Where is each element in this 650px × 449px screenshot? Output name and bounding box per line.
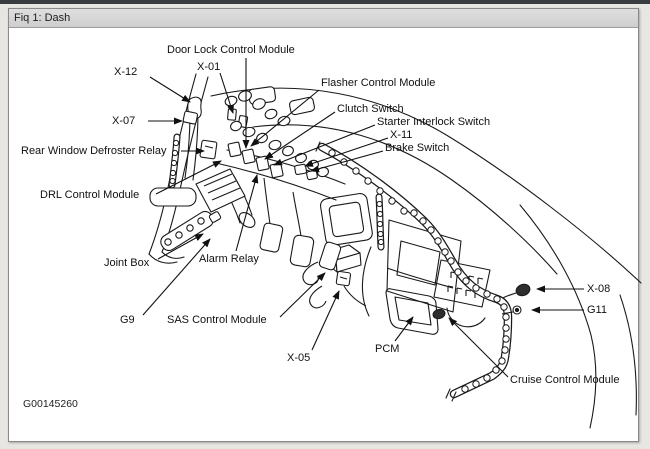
label-starter-interlock-switch: Starter Interlock Switch	[377, 116, 491, 128]
label-clutch-switch: Clutch Switch	[337, 103, 404, 115]
label-drl-control-module: DRL Control Module	[40, 189, 140, 201]
label-x08: X-08	[587, 283, 611, 295]
label-x07: X-07	[112, 115, 136, 127]
label-x12: X-12	[114, 66, 138, 78]
window-top-bar	[0, 0, 650, 4]
label-flasher-control-module: Flasher Control Module	[321, 77, 436, 89]
label-x01: X-01	[197, 61, 221, 73]
label-x11: X-11	[390, 129, 413, 141]
label-brake-switch: Brake Switch	[385, 142, 450, 154]
label-g9: G9	[120, 314, 135, 326]
label-sas-control-module: SAS Control Module	[167, 314, 267, 326]
label-alarm-relay: Alarm Relay	[199, 253, 259, 265]
label-x05: X-05	[287, 352, 311, 364]
label-pcm: PCM	[375, 343, 400, 355]
figure-id-text: G00145260	[23, 398, 78, 410]
label-cruise-control-module: Cruise Control Module	[510, 374, 620, 386]
figure-titlebar	[9, 9, 638, 28]
label-door-lock-control-module: Door Lock Control Module	[167, 44, 295, 56]
figure-title: Fiq 1: Dash	[14, 12, 71, 24]
label-rear-window-defroster-relay: Rear Window Defroster Relay	[21, 145, 167, 157]
label-joint-box: Joint Box	[104, 257, 150, 269]
label-g11: G11	[587, 304, 607, 316]
